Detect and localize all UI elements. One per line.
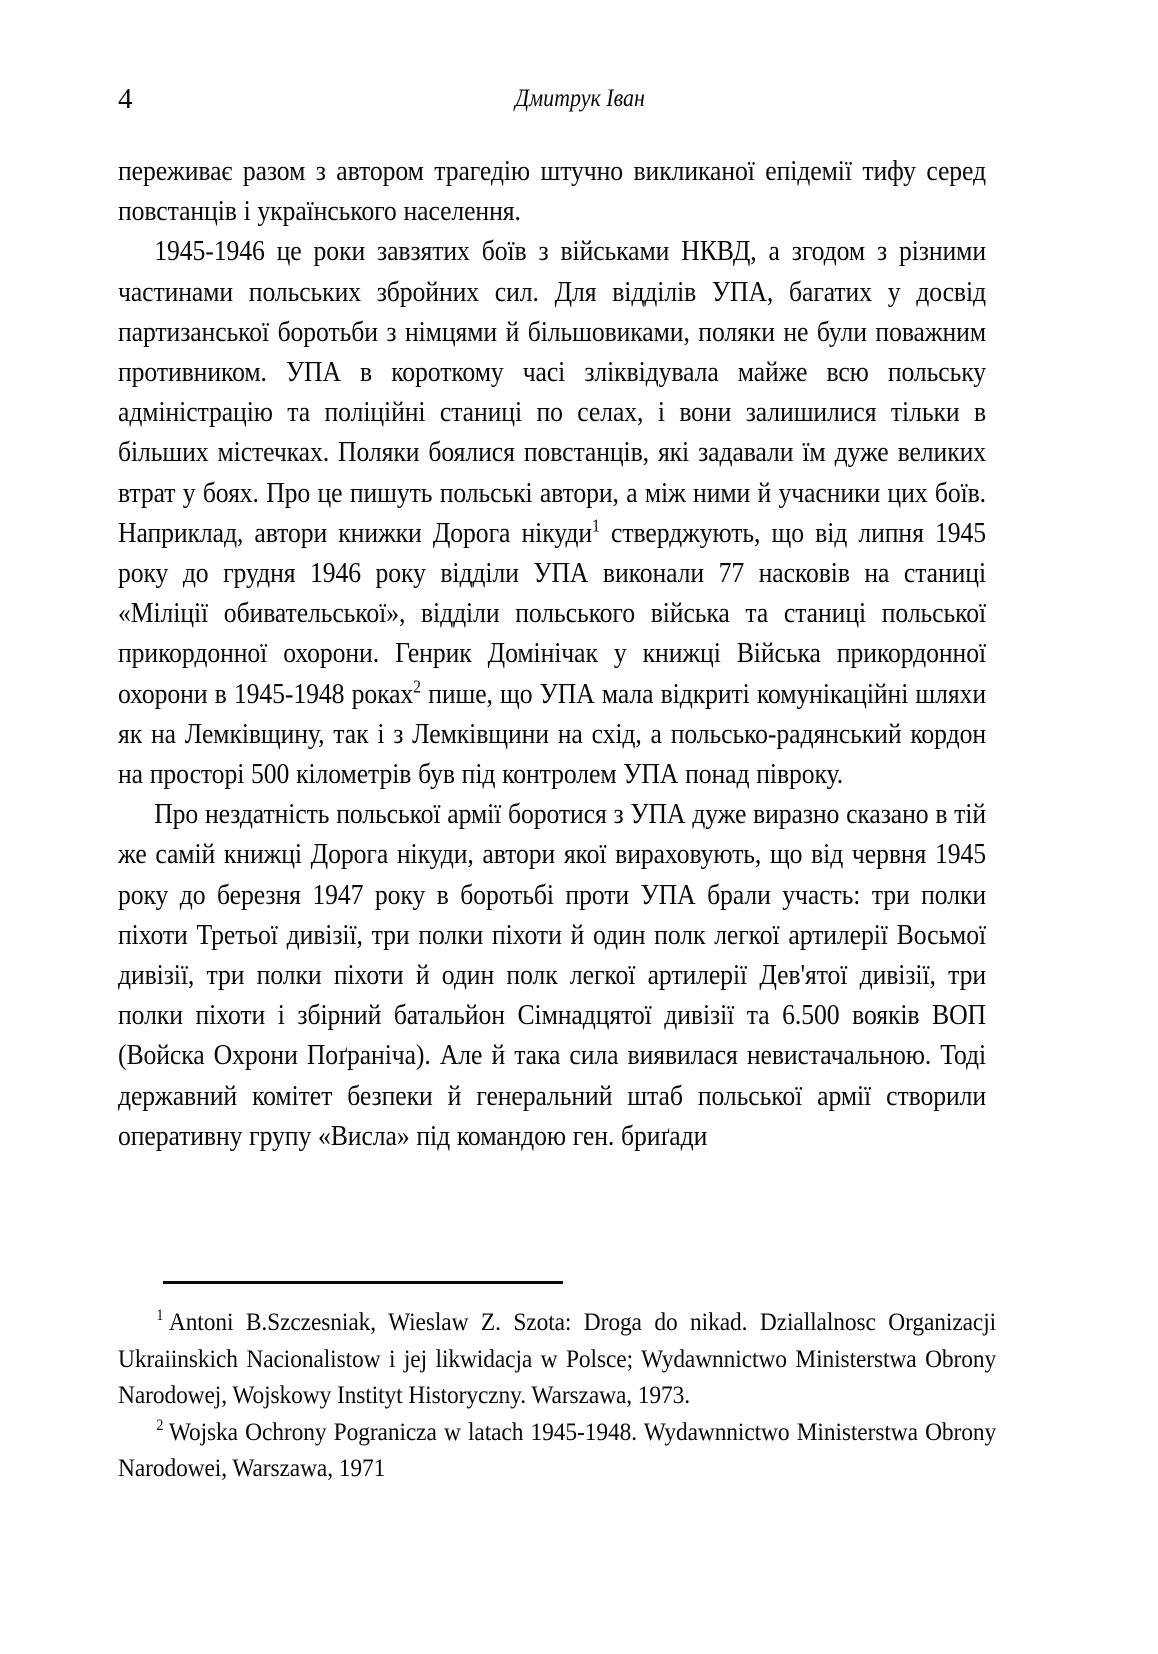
running-header [118,82,1042,116]
footnote-1-text: Antoni B.Szczesniak, Wieslaw Z. Szota: Droga do nikad. Dziallalnosc Organizacji Ukraiinskich Nacionalistow i jej likwidacja w Polsce; Wydawnnictwo Ministerstwa Obrony Narodowej, Wojskowy Instityt Historyczny. Warszawa, 1973. [118,1307,997,1410]
running-title: Дмитрук Іван [515,85,645,112]
paragraph-2-part-3: пише, що УПА мала відкриті комунікаційні шляхи як на Лемківщину, так і з Лемківщини на схід, а польсько-радянський кордон на просторі 500 кілометрів був під контролем УПА понад півроку. [118,678,987,791]
footnote-ref-1[interactable]: 1 [592,515,600,536]
body-text [118,152,986,1157]
footnote-separator-rule [163,1281,563,1284]
paragraph-1: переживає разом з автором трагедію штучно викликаної епідемії тифу серед повстанців і українського населення. [118,156,987,228]
footnote-ref-2[interactable]: 2 [413,676,422,697]
paragraph-2 [118,232,986,795]
paragraph-3: Про нездатність польської армії боротися з УПА дуже виразно сказано в тій же самій книжці Дорога нікуди, автори якої вираховують, що від червня 1945 року до березня 1947 року в боротьбі проти УПА брали участь: три полки піхоти Третьої дивізії, три полки піхоти й один полк легкої артилерії Восьмої дивізії, три полки піхоти й один полк легкої артилерії Дев'ятої дивізії, три полки піхоти і збірний батальйон Сімнадцятої дивізії та 6.500 вояків ВОП (Войска Охрони Поґраніча). Але й така сила виявилася невистачальною. Тоді державний комітет безпеки й генеральний штаб польської армії створили оперативну групу «Висла» під командою ген. бриґади [118,799,987,1152]
footnote-2-text: Wojska Ochrony Pogranicza w latach 1945-1948. Wydawnnictwo Ministerstwa Obrony Narodowei, Warszawa, 1971 [118,1416,997,1483]
footnote-1-marker: 1 [156,1307,164,1325]
paragraph-2-part-2: стверджують, що від липня 1945 року до грудня 1946 року відділи УПА виконали 77 насковів на станиці «Міліції обивательської», відділи польського війська та станиці польської прикордонної охорони. Генрик Домінічак у книжці Війська прикордонної охорони в 1945-1948 роках [118,517,987,710]
footnote-area [118,1281,996,1487]
paragraph-2-part-1: 1945-1946 це роки завзятих боїв з військами НКВД, а згодом з різними частинами польських збройних сил. Для відділів УПА, багатих у досвід партизанської боротьби з німцями й більшовиками, поляки не були поважним противником. УПА в короткому часі зліквідувала майже всю польську адміністрацію та поліційні станиці по селах, і вони залишилися тільки в більших містечках. Поляки боялися повстанців, які задавали їм дуже великих втрат у боях. Про це пишуть польські автори, а між ними й учасники цих боїв. Наприклад, автори книжки Дорога нікуди [118,236,987,549]
footnote-1 [118,1304,996,1414]
footnote-2 [118,1414,996,1487]
page-number: 4 [118,83,133,115]
footnote-2-marker: 2 [156,1417,164,1435]
